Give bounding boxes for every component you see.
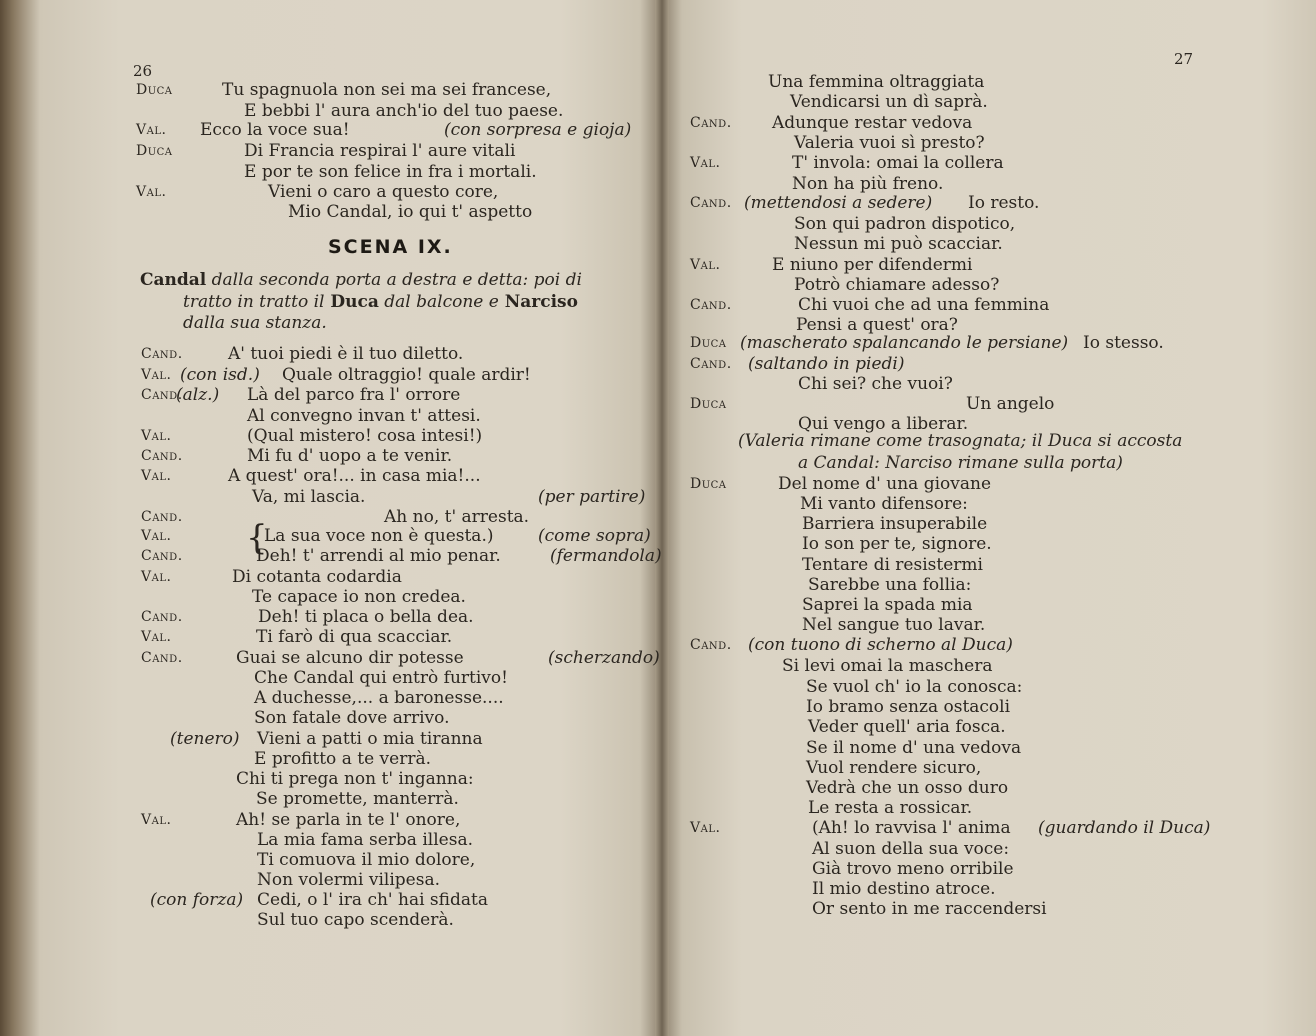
verse-line: Chi ti prega non t' inganna: — [236, 769, 474, 789]
verse-line: Una femmina oltraggiata — [768, 72, 985, 92]
verse-line: Vieni a patti o mia tiranna — [257, 729, 483, 749]
verse-line: Va, mi lascia. — [252, 487, 366, 507]
verse-line: Io son per te, signore. — [802, 534, 992, 554]
verse-line: E bebbi l' aura anch'io del tuo paese. — [244, 101, 564, 121]
verse-line: Pensi a quest' ora? — [796, 315, 958, 335]
aside-note: (mettendosi a sedere) — [744, 193, 933, 213]
speaker-label: Val. — [141, 468, 172, 484]
speaker-label: Val. — [690, 820, 721, 836]
page-number: 27 — [1174, 50, 1194, 68]
verse-line: (Qual mistero! cosa intesi!) — [247, 426, 483, 446]
verse-line: E niuno per difendermi — [772, 255, 973, 275]
verse-line: Io bramo senza ostacoli — [806, 697, 1011, 717]
speaker-label: Cand. — [690, 115, 732, 131]
verse-line: Già trovo meno orribile — [812, 859, 1014, 879]
verse-line: Di Francia respirai l' aure vitali — [244, 141, 516, 161]
stage-direction-text: dalla seconda porta a destra e detta: poi di — [206, 270, 582, 290]
speaker-label: Cand. — [690, 356, 732, 372]
verse-line: Chi sei? che vuoi? — [798, 374, 953, 394]
speaker-label: Cand. — [690, 195, 732, 211]
verse-line: Adunque restar vedova — [772, 113, 973, 133]
brace-mark: { — [246, 518, 268, 558]
verse-line: Vieni o caro a questo core, — [268, 182, 499, 202]
verse-line: Tentare di resistermi — [802, 555, 983, 575]
verse-line: Si levi omai la maschera — [782, 656, 993, 676]
speaker-label: Val. — [136, 122, 167, 138]
speaker-label: Cand. — [690, 637, 732, 653]
speaker-label: Cand. — [690, 297, 732, 313]
speaker-label: Cand. — [141, 448, 183, 464]
speaker-label: Cand. — [141, 509, 183, 525]
verse-line: E por te son felice in fra i mortali. — [244, 162, 537, 182]
verse-line: Non volermi vilipesa. — [257, 870, 441, 890]
stage-note: (fermandola) — [550, 546, 662, 566]
verse-line: A' tuoi piedi è il tuo diletto. — [228, 344, 464, 364]
verse-line: Te capace io non credea. — [252, 587, 466, 607]
verse-line: Non ha più freno. — [792, 174, 944, 194]
verse-line: Tu spagnuola non sei ma sei francese, — [222, 80, 552, 100]
verse-line: a Candal: Narciso rimane sulla porta) — [798, 453, 1123, 473]
speaker-label: Val. — [141, 629, 172, 645]
verse-line: Guai se alcuno dir potesse — [236, 648, 464, 668]
character-name: Narciso — [498, 292, 578, 312]
verse-line: La sua voce non è questa.) — [264, 526, 494, 546]
aside-note: (con isd.) — [180, 365, 260, 385]
verse-line: Veder quell' aria fosca. — [808, 717, 1006, 737]
verse-line: Mio Candal, io qui t' aspetto — [288, 202, 533, 222]
verse-line: Vedrà che un osso duro — [806, 778, 1009, 798]
page-number: 26 — [133, 62, 153, 80]
verse-line: Ti farò di qua scacciar. — [256, 627, 453, 647]
verse-line: Potrò chiamare adesso? — [794, 275, 1000, 295]
speaker-label: Duca — [136, 143, 173, 159]
verse-line: Se promette, manterrà. — [256, 789, 459, 809]
verse-line: Deh! ti placa o bella dea. — [258, 607, 474, 627]
verse-line: Vuol rendere sicuro, — [806, 758, 982, 778]
stage-note: (tenero) — [170, 729, 240, 749]
aside-note: (mascherato spalancando le persiane) — [740, 333, 1069, 353]
stage-direction-text: tratto in tratto il — [183, 292, 325, 312]
verse-line: Io stesso. — [1083, 333, 1164, 353]
verse-line: Ah no, t' arresta. — [384, 507, 530, 527]
verse-line: Sarebbe una follia: — [808, 575, 972, 595]
verse-line: Le resta a rossicar. — [808, 798, 973, 818]
verse-line: Un angelo — [966, 394, 1055, 414]
stage-direction-line — [140, 270, 582, 290]
verse-line: Or sento in me raccendersi — [812, 899, 1047, 919]
scene-title: SCENA IX. — [328, 236, 453, 258]
verse-line: Che Candal qui entrò furtivo! — [254, 668, 508, 688]
verse-line: Vendicarsi un dì saprà. — [790, 92, 988, 112]
speaker-label: Cand. — [141, 609, 183, 625]
verse-line: A duchesse,... a baronesse.... — [254, 688, 504, 708]
speaker-label: Cand. — [141, 650, 183, 666]
verse-line: Mi vanto difensore: — [800, 494, 968, 514]
stage-direction-line — [183, 292, 578, 312]
speaker-label: Val. — [141, 367, 172, 383]
verse-line: Il mio destino atroce. — [812, 879, 996, 899]
speaker-label: Duca — [690, 335, 727, 351]
stage-note: (scherzando) — [548, 648, 660, 668]
verse-line: Al suon della sua voce: — [812, 839, 1010, 859]
verse-line: Chi vuoi che ad una femmina — [798, 295, 1050, 315]
verse-line: Deh! t' arrendi al mio penar. — [256, 546, 501, 566]
speaker-label: Val. — [141, 428, 172, 444]
verse-line: Saprei la spada mia — [802, 595, 973, 615]
speaker-label: Val. — [141, 528, 172, 544]
verse-line: Cedi, o l' ira ch' hai sfidata — [257, 890, 488, 910]
speaker-label: Duca — [690, 396, 727, 412]
verse-line: Io resto. — [968, 193, 1040, 213]
verse-line: Ti comuova il mio dolore, — [257, 850, 476, 870]
verse-line: Valeria vuoi sì presto? — [794, 133, 985, 153]
verse-line: Sul tuo capo scenderà. — [257, 910, 454, 930]
verse-line: Di cotanta codardia — [232, 567, 402, 587]
speaker-label: Val. — [141, 812, 172, 828]
stage-direction-text: dal balcone e — [378, 292, 499, 312]
verse-line: La mia fama serba illesa. — [257, 830, 473, 850]
speaker-label: Cand. — [141, 387, 183, 403]
verse-line: Se il nome d' una vedova — [806, 738, 1022, 758]
verse-line: Se vuol ch' io la conosca: — [806, 677, 1023, 697]
character-name: Duca — [324, 292, 379, 312]
verse-line: E profitto a te verrà. — [254, 749, 431, 769]
verse-line: Là del parco fra l' orrore — [247, 385, 461, 405]
verse-line: Ah! se parla in te l' onore, — [236, 810, 461, 830]
verse-line: T' invola: omai la collera — [792, 153, 1004, 173]
speaker-label: Cand. — [141, 346, 183, 362]
aside-note: (saltando in piedi) — [748, 354, 905, 374]
verse-line: Ecco la voce sua! — [200, 120, 350, 140]
aside-note: (alz.) — [176, 385, 220, 405]
stage-note: (come sopra) — [538, 526, 651, 546]
aside-note: (con tuono di scherno al Duca) — [748, 635, 1013, 655]
verse-line: A quest' ora!... in casa mia!... — [228, 466, 481, 486]
speaker-label: Cand. — [141, 548, 183, 564]
speaker-label: Val. — [136, 184, 167, 200]
verse-line: Del nome d' una giovane — [778, 474, 991, 494]
speaker-label: Duca — [136, 82, 173, 98]
character-name: Candal — [140, 270, 207, 290]
verse-line: (Ah! lo ravvisa l' anima — [812, 818, 1011, 838]
stage-direction-line: dalla sua stanza. — [183, 313, 327, 333]
verse-line: Nessun mi può scacciar. — [794, 234, 1003, 254]
stage-note: (per partire) — [538, 487, 646, 507]
verse-line: Nel sangue tuo lavar. — [802, 615, 986, 635]
verse-line: Mi fu d' uopo a te venir. — [247, 446, 453, 466]
stage-note: (con sorpresa e gioja) — [444, 120, 632, 140]
verse-line: (Valeria rimane come trasognata; il Duca si accosta — [738, 431, 1183, 451]
speaker-label: Duca — [690, 476, 727, 492]
speaker-label: Val. — [690, 155, 721, 171]
verse-line: Quale oltraggio! quale ardir! — [282, 365, 531, 385]
stage-note: (con forza) — [150, 890, 244, 910]
verse-line: Al convegno invan t' attesi. — [247, 406, 481, 426]
speaker-label: Val. — [141, 569, 172, 585]
stage-note: (guardando il Duca) — [1038, 818, 1211, 838]
verse-line: Son qui padron dispotico, — [794, 214, 1016, 234]
verse-line: Barriera insuperabile — [802, 514, 988, 534]
speaker-label: Val. — [690, 257, 721, 273]
verse-line: Son fatale dove arrivo. — [254, 708, 450, 728]
verse-line: Qui vengo a liberar. — [798, 414, 969, 434]
book-gutter — [655, 0, 669, 1036]
